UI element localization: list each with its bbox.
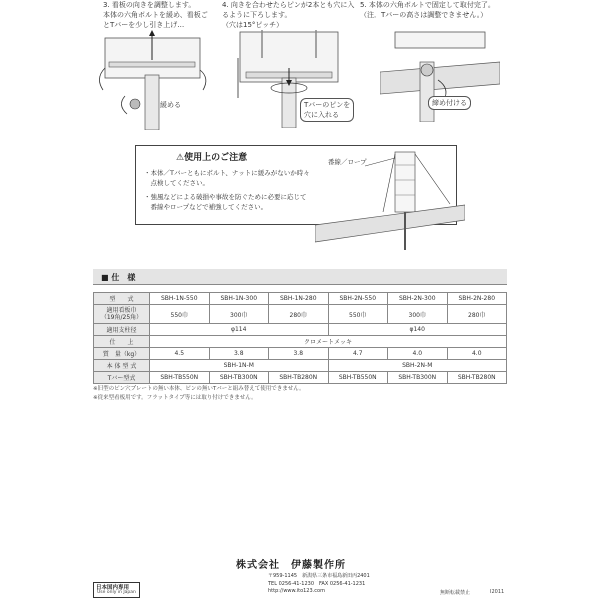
caution-title: ⚠使用上のご注意	[176, 153, 248, 163]
table-cell: SBH-2N-550	[328, 293, 388, 305]
step-4-callout: Tバーのピンを 穴に入れる	[300, 98, 354, 122]
table-cell: 550巾	[150, 305, 210, 324]
company-address: 〒959-1145 新潟県三条市福島新田丙2401	[268, 573, 370, 579]
caution-line-4: 番線やロープなどで補強してください。	[144, 203, 268, 211]
spec-note-2: ※従来型看板用です。フラットタイプ等には取り付けできません。	[93, 395, 257, 401]
step-5-callout: 締め付ける	[428, 96, 471, 110]
table-cell: 4.0	[388, 348, 448, 360]
table-row	[94, 324, 507, 336]
table-cell: SBH-TB280N	[447, 372, 507, 384]
table-cell: SBH-TB300N	[209, 372, 269, 384]
table-cell: SBH-2N-M	[328, 360, 507, 372]
document-code: I2011	[490, 589, 505, 595]
table-row	[94, 348, 507, 360]
row-label: 仕 上	[94, 336, 150, 348]
table-cell: クロメートメッキ	[150, 336, 507, 348]
company-name: 株式会社 伊藤製作所	[236, 560, 346, 571]
row-label: 型 式	[94, 293, 150, 305]
row-label: 質 量（kg）	[94, 348, 150, 360]
table-cell: SBH-1N-M	[150, 360, 329, 372]
table-cell: φ140	[328, 324, 507, 336]
table-cell: 300巾	[388, 305, 448, 324]
step-4-text: 4. 向きを合わせたらピンが2本とも穴に入 るように下ろします。 （穴は15°ピッチ）	[222, 1, 355, 29]
row-label: 適用支柱径	[94, 324, 150, 336]
caution-figure-label: 番線／ロープ	[328, 158, 367, 166]
table-row	[94, 336, 507, 348]
spec-note-1: ※旧型のピン穴プレートの無い本体、ピンの無いTバーと組み替えて使用できません。	[93, 386, 305, 392]
company-url[interactable]: http://www.ito123.com	[268, 588, 325, 594]
step-3-callout: 緩める	[160, 101, 181, 109]
table-cell: SBH-2N-280	[447, 293, 507, 305]
table-cell: 280巾	[269, 305, 329, 324]
row-label: Tバー型式	[94, 372, 150, 384]
spec-title: ■ 仕 様	[101, 273, 136, 282]
table-cell: SBH-TB550N	[150, 372, 210, 384]
japan-only-badge	[93, 582, 140, 598]
table-cell: 280巾	[447, 305, 507, 324]
reinforcement-illustration	[315, 150, 465, 250]
table-cell: 3.8	[209, 348, 269, 360]
row-label: 適用看板巾 （19角/25角）	[94, 305, 150, 324]
caution-line-2: 点検してください。	[144, 179, 209, 187]
japan-only-label-en: Use only in Japan	[97, 590, 136, 595]
caution-line-3: ・強風などによる破損や事故を防ぐために必要に応じて	[144, 193, 307, 201]
table-cell: SBH-1N-550	[150, 293, 210, 305]
table-cell: 4.7	[328, 348, 388, 360]
reprint-notice: 無断転載禁止	[440, 590, 471, 596]
table-cell: SBH-1N-280	[269, 293, 329, 305]
spec-table	[93, 292, 507, 384]
japan-only-label: 日本国内専用	[96, 585, 130, 591]
company-phone: TEL 0256-41-1230 FAX 0256-41-1231	[268, 581, 366, 587]
table-row	[94, 305, 507, 324]
table-cell: 3.8	[269, 348, 329, 360]
table-cell: SBH-1N-300	[209, 293, 269, 305]
table-cell: 4.5	[150, 348, 210, 360]
step-3-illustration	[95, 30, 215, 130]
caution-line-1: ・本体／Tバーともにボルト、ナットに緩みがないか時々	[144, 169, 310, 177]
step-3-text: 3. 看板の向きを調整します。 本体の六角ボルトを緩め、看板ご とTバーを少し引き上げ…	[103, 1, 208, 29]
table-cell: 300巾	[209, 305, 269, 324]
table-cell: SBH-TB550N	[328, 372, 388, 384]
table-row	[94, 293, 507, 305]
table-cell: SBH-TB300N	[388, 372, 448, 384]
table-cell: 550巾	[328, 305, 388, 324]
spec-section-header	[93, 269, 507, 285]
table-row	[94, 372, 507, 384]
table-row	[94, 360, 507, 372]
table-cell: 4.0	[447, 348, 507, 360]
step-5-text: 5. 本体の六角ボルトで固定して取付完了。 （注．Tバーの高さは調整できません。）	[360, 1, 495, 19]
table-cell: φ114	[150, 324, 329, 336]
row-label: 本 体 型 式	[94, 360, 150, 372]
table-cell: SBH-TB280N	[269, 372, 329, 384]
table-cell: SBH-2N-300	[388, 293, 448, 305]
